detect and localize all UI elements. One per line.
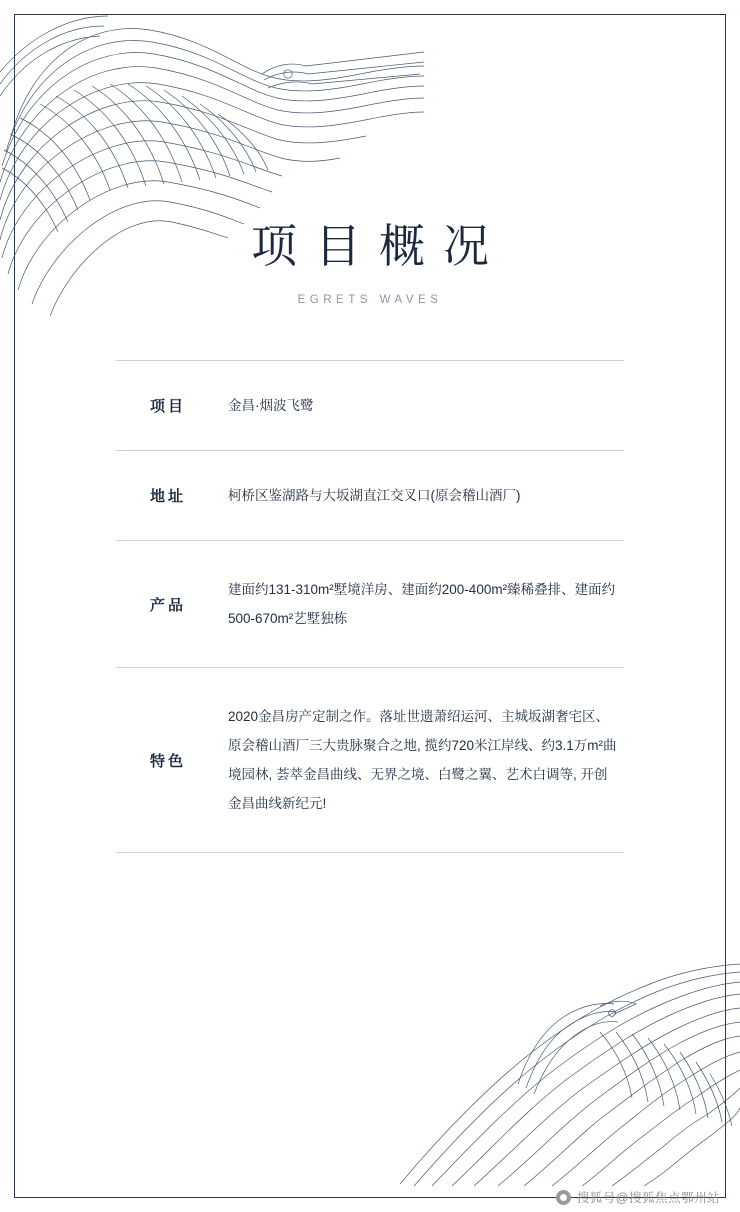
row-label: 产品 [149,596,186,614]
row-value: 建面约131-310m²墅境洋房、建面约200-400m²臻稀叠排、建面约500-670m²艺墅独栋 [228,582,616,627]
row-label: 地址 [149,488,186,506]
table-row [116,540,624,667]
watermark [556,1188,720,1206]
page-subtitle: EGRETS WAVES [297,294,443,306]
title-block [0,0,740,306]
table-row [116,667,624,853]
row-label: 项目 [149,398,186,415]
table-row [116,360,624,450]
row-value: 金昌·烟波飞鹭 [228,398,314,413]
row-value: 2020金昌房产定制之作。落址世遗萧绍运河、主城坂湖奢宅区、原会稽山酒厂三大贵脉聚合之地, 揽约720米江岸线、约3.1万m²曲境园林, 荟萃金昌曲线、无界之境、白鹭之翼、艺术白调等, 开创金昌曲线新纪元! [228,709,617,812]
table-row [116,450,624,540]
project-overview-table [116,360,624,853]
row-value: 柯桥区鉴湖路与大坂湖直江交叉口(原会稽山酒厂) [228,488,521,504]
row-label: 特色 [149,752,186,770]
watermark-text: 搜狐号@搜狐焦点鄂州站 [576,1191,720,1205]
egret-line-art-bottom [400,936,740,1186]
souhu-logo-icon [556,1190,571,1205]
page-title: 项目概况 [251,221,507,272]
